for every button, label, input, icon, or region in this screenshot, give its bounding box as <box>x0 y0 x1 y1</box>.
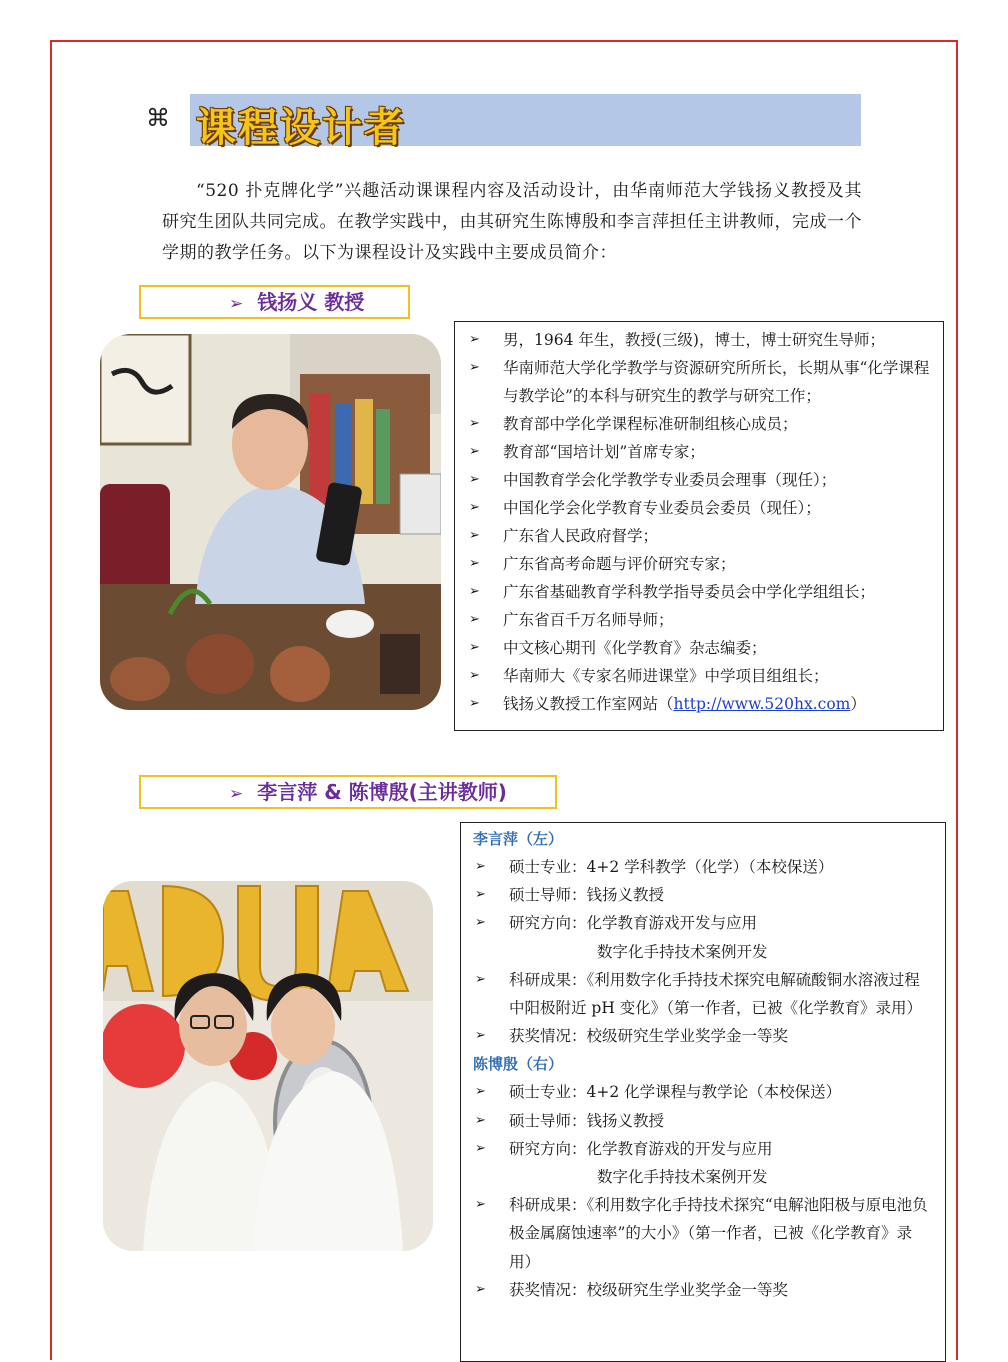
bullet-arrow-icon: ➢ <box>469 668 480 683</box>
bullet-arrow-icon: ➢ <box>469 696 480 711</box>
list-item: ➢ 广东省人民政府督学； <box>455 522 933 550</box>
bullet-arrow-icon: ➢ <box>475 1281 486 1297</box>
section-title: 课程设计者 <box>196 105 406 151</box>
bullet-arrow-icon: ➢ <box>475 1197 486 1213</box>
professor-heading-label: 钱扬义 教授 <box>257 290 365 314</box>
professor-heading <box>139 285 410 319</box>
list-item: ➢ 研究方向：化学教育游戏的开发与应用 数字化手持技术案例开发 <box>461 1135 935 1191</box>
heading-arrow-icon: ➢ <box>229 294 244 314</box>
teachers-photo <box>103 881 433 1251</box>
person-name-chen: 陈博殷（右） <box>473 1055 564 1074</box>
bullet-arrow-icon: ➢ <box>469 528 480 543</box>
section-mark-icon: ⌘ <box>146 104 170 132</box>
professor-photo-image <box>100 334 441 710</box>
list-item: ➢ 科研成果：《利用数字化手持技术探究电解硫酸铜水溶液过程中阳极附近 pH 变化》（第一作者，已被《化学教育》录用） <box>461 966 935 1022</box>
bullet-arrow-icon: ➢ <box>475 887 486 903</box>
person-name-li: 李言萍（左） <box>473 830 564 848</box>
intro-paragraph <box>162 176 862 269</box>
teachers-heading <box>139 775 557 809</box>
list-item: ➢ 广东省高考命题与评价研究专家； <box>455 550 933 578</box>
bullet-arrow-icon: ➢ <box>469 584 480 599</box>
professor-bullet-list <box>455 326 933 718</box>
teachers-heading-label: 李言萍 & 陈博殷(主讲教师) <box>257 780 507 804</box>
intro-text: “520 扑克牌化学”兴趣活动课课程内容及活动设计，由华南师范大学钱扬义教授及其研究生团队共同完成。在教学实践中，由其研究生陈博殷和李言萍担任主讲教师，完成一个学期的教学任务。以下为课程设计及实践中主要成员简介： <box>162 181 862 263</box>
list-item: ➢ 教育部“国培计划”首席专家； <box>455 438 933 466</box>
bullet-arrow-icon: ➢ <box>475 1140 486 1156</box>
list-item: ➢ 硕士导师：钱扬义教授 <box>461 881 935 909</box>
bullet-arrow-icon: ➢ <box>469 472 480 487</box>
bullet-arrow-icon: ➢ <box>469 416 480 431</box>
list-item-website: ➢ 钱扬义教授工作室网站（http://www.520hx.com） <box>455 690 933 718</box>
list-item: ➢ 硕士专业：4+2 学科教学（化学）（本校保送） <box>461 853 935 881</box>
bullet-arrow-icon: ➢ <box>469 360 480 375</box>
list-item: ➢ 华南师范大学化学教学与资源研究所所长，长期从事“化学课程与教学论”的本科与研究生的教学与研究工作； <box>455 354 933 410</box>
list-item: ➢ 获奖情况：校级研究生学业奖学金一等奖 <box>461 1276 935 1304</box>
professor-photo <box>100 334 441 710</box>
heading-arrow-icon: ➢ <box>229 784 244 804</box>
list-item: ➢ 广东省基础教育学科教学指导委员会中学化学组组长； <box>455 578 933 606</box>
bullet-arrow-icon: ➢ <box>475 1084 486 1100</box>
li-bullet-list <box>461 853 935 1050</box>
list-item: ➢ 广东省百千万名师导师； <box>455 606 933 634</box>
bullet-arrow-icon: ➢ <box>469 556 480 571</box>
list-item: ➢ 中文核心期刊《化学教育》杂志编委； <box>455 634 933 662</box>
bullet-arrow-icon: ➢ <box>475 915 486 931</box>
list-item: ➢ 硕士导师：钱扬义教授 <box>461 1107 935 1135</box>
list-item: ➢ 硕士专业：4+2 化学课程与教学论（本校保送） <box>461 1078 935 1106</box>
teachers-photo-image <box>103 881 433 1251</box>
teachers-info-box <box>460 822 946 1362</box>
bullet-arrow-icon: ➢ <box>475 971 486 987</box>
chen-bullet-list <box>461 1078 935 1304</box>
bullet-arrow-icon: ➢ <box>475 1028 486 1044</box>
list-item: ➢ 男，1964 年生，教授(三级)，博士，博士研究生导师； <box>455 326 933 354</box>
website-link[interactable]: http://www.520hx.com <box>673 695 851 713</box>
bullet-arrow-icon: ➢ <box>469 640 480 655</box>
professor-info-box <box>454 321 944 731</box>
bullet-arrow-icon: ➢ <box>469 612 480 627</box>
bullet-arrow-icon: ➢ <box>469 332 480 347</box>
bullet-arrow-icon: ➢ <box>469 444 480 459</box>
list-item: ➢ 中国教育学会化学教学专业委员会理事（现任）； <box>455 466 933 494</box>
bullet-arrow-icon: ➢ <box>469 500 480 515</box>
list-item: ➢ 研究方向：化学教育游戏开发与应用 数字化手持技术案例开发 <box>461 909 935 965</box>
list-item: ➢ 科研成果：《利用数字化手持技术探究“电解池阳极与原电池负极金属腐蚀速率”的大小》（第一作者，已被《化学教育》录用） <box>461 1191 935 1276</box>
list-item: ➢ 获奖情况：校级研究生学业奖学金一等奖 <box>461 1022 935 1050</box>
list-item: ➢ 华南师大《专家名师进课堂》中学项目组组长； <box>455 662 933 690</box>
bullet-arrow-icon: ➢ <box>475 859 486 874</box>
list-item: ➢ 中国化学会化学教育专业委员会委员（现任）； <box>455 494 933 522</box>
bullet-arrow-icon: ➢ <box>475 1112 486 1128</box>
list-item: ➢ 教育部中学化学课程标准研制组核心成员； <box>455 410 933 438</box>
